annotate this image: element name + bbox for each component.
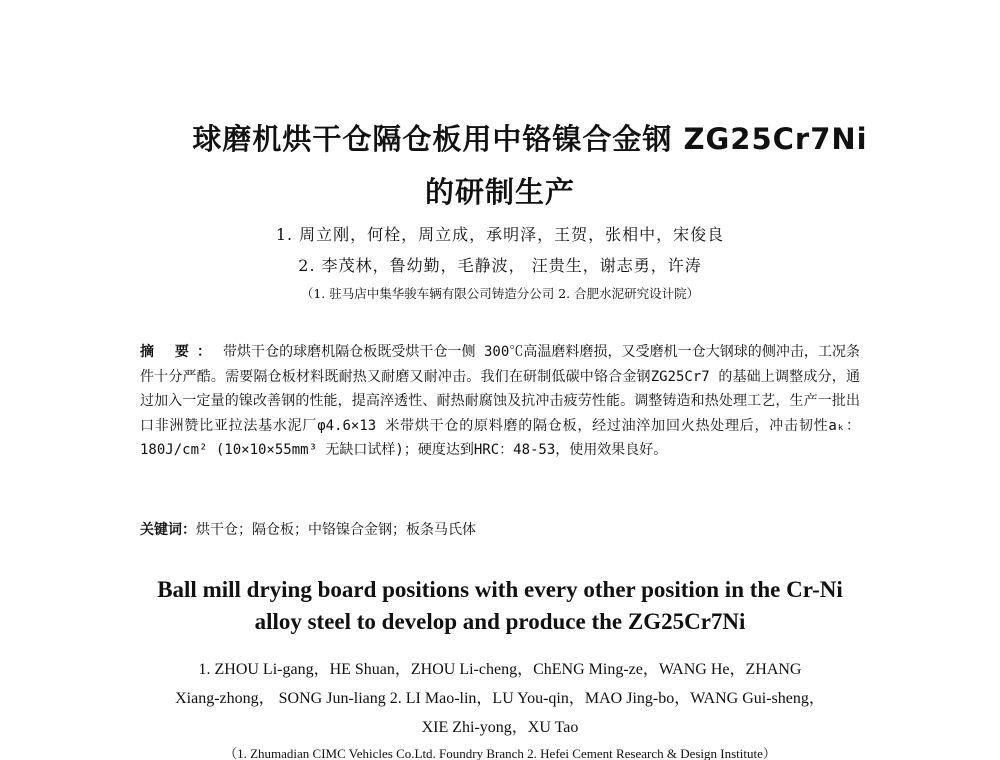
abstract-text: 带烘干仓的球磨机隔仓板既受烘干仓一侧 300℃高温磨料磨损，又受磨机一仓大钢球的侧冲击，工况条件十分严酷。需要隔仓板材料既耐热又耐磨又耐冲击。我们在研制低碳中铬合金钢ZG25Cr7 的基础上调整成分，通过加入一定量的镍改善钢的性能，提高淬透性、耐热耐腐蚀及抗冲击疲劳性能。调整铸造和热处理工艺，生产一批出口非洲赞比亚拉法基水泥厂φ4.6×13 米带烘干仓的原料磨的隔仓板，经过油淬加回火热处理后，冲击韧性aₖ：180J/cm² (10×10×55mm³ 无缺口试样)；硬度达到HRC：48-53，使用效果良好。 (140, 344, 861, 458)
english-title-line-1: Ball mill drying board positions with every other position in the Cr-Ni (157, 577, 843, 602)
chinese-title-line-1: 球磨机烘干仓隔仓板用中铬镍合金钢 ZG25Cr7Ni (192, 122, 868, 156)
chinese-abstract (140, 340, 860, 463)
chinese-title-line-2: 的研制生产 (424, 175, 575, 209)
chinese-affiliation: （1. 驻马店中集华骏车辆有限公司铸造分公司 2. 合肥水泥研究设计院） (300, 286, 700, 301)
keywords-label: 关键词： (140, 522, 196, 538)
chinese-authors-line-2: 2. 李茂林，鲁幼勤，毛静波， 汪贵生，谢志勇，许涛 (298, 256, 702, 275)
english-authors-line-2: Xiang-zhong， SONG Jun-liang 2. LI Mao-lin，LU You-qin，MAO Jing-bo，WANG Gui-sheng， (175, 690, 825, 707)
keywords-text: 烘干仓；隔仓板；中铬镍合金钢；板条马氏体 (196, 522, 476, 538)
english-authors-line-1: 1. ZHOU Li-gang，HE Shuan，ZHOU Li-cheng，ChENG Ming-ze，WANG He，ZHANG (198, 661, 802, 678)
chinese-keywords (140, 519, 860, 539)
chinese-authors-line-1: 1. 周立刚，何栓，周立成，承明泽，王贺，张相中，宋俊良 (275, 225, 725, 244)
abstract-label: 摘 要： (140, 344, 219, 360)
english-affiliation: （1. Zhumadian CIMC Vehicles Co.Ltd. Foundry Branch 2. Hefei Cement Research & Design Institute） (224, 746, 776, 760)
english-title-line-2: alloy steel to develop and produce the ZG25Cr7Ni (254, 609, 746, 634)
english-authors-line-3: XIE Zhi-yong，XU Tao (421, 719, 579, 736)
